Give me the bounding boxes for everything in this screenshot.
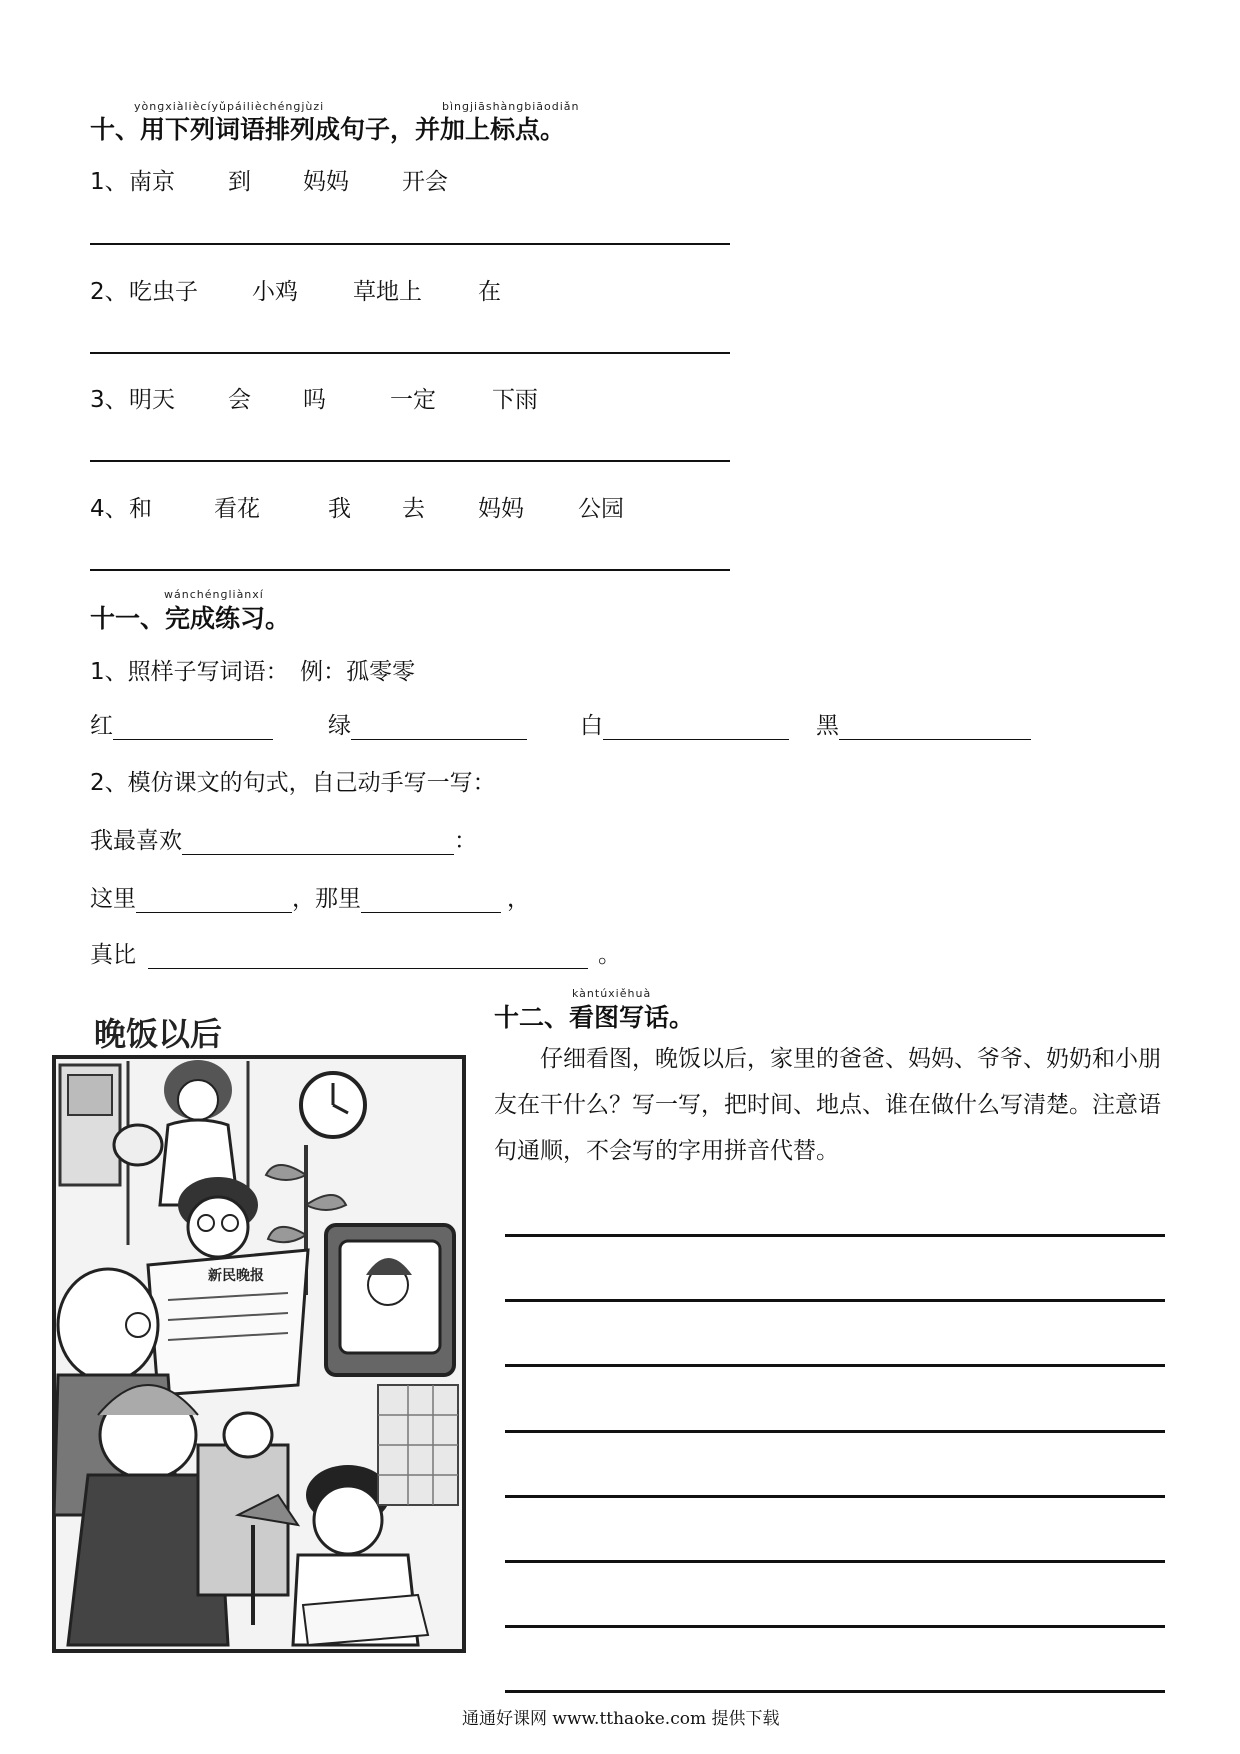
- section12-title: 十二、看图写话。: [494, 1003, 695, 1032]
- blank-compare[interactable]: [148, 944, 588, 969]
- word: 南京: [129, 169, 175, 195]
- sentence-line-3: [90, 936, 621, 969]
- section12-pinyin: kàntúxiěhuà: [572, 987, 652, 1000]
- blank-black[interactable]: [839, 715, 1031, 740]
- section11-pinyin: wánchénɡliànxí: [164, 588, 264, 601]
- blank-here[interactable]: [136, 888, 292, 913]
- word: 草地上: [353, 279, 422, 305]
- word: 会: [228, 387, 251, 413]
- section10-title: 十、用下列词语排列成句子，并加上标点。: [90, 115, 566, 144]
- word: 小鸡: [252, 279, 298, 305]
- color-word-black: [816, 707, 1031, 740]
- color-label: 绿: [328, 713, 351, 739]
- blank-red[interactable]: [113, 715, 273, 740]
- suffix: ，: [507, 886, 530, 912]
- word: 和: [129, 496, 152, 522]
- section11-title: 十一、完成练习。: [90, 604, 291, 633]
- item-4-number: 4、: [90, 496, 128, 522]
- word: 我: [328, 496, 351, 522]
- item-3-number: 3、: [90, 387, 128, 413]
- writing-line-5[interactable]: [505, 1495, 1165, 1498]
- writing-line-1[interactable]: [505, 1234, 1165, 1237]
- word: 吃虫子: [129, 279, 198, 305]
- writing-prompt: 仔细看图，晚饭以后，家里的爸爸、妈妈、爷爷、奶奶和小朋友在干什么？写一写，把时间、地点、谁在做什么写清楚。注意语句通顺，不会写的字用拼音代替。: [494, 1046, 1161, 1164]
- color-word-red: [90, 707, 273, 740]
- blank-favorite[interactable]: [182, 830, 454, 855]
- section10-pinyin-b: bìnɡjiāshànɡbiāodiǎn: [442, 100, 580, 113]
- newspaper-text: 新民晚报: [208, 1268, 264, 1284]
- item-2-number: 2、: [90, 279, 128, 305]
- writing-line-8[interactable]: [505, 1690, 1165, 1693]
- word: 公园: [578, 496, 624, 522]
- blank-white[interactable]: [603, 715, 789, 740]
- prefix: 这里: [90, 886, 136, 912]
- color-label: 黑: [816, 713, 839, 739]
- blank-green[interactable]: [351, 715, 527, 740]
- color-word-green: [328, 707, 527, 740]
- word: 妈妈: [478, 496, 524, 522]
- question-1: 1、照样子写词语： 例：孤零零: [90, 659, 416, 685]
- word: 妈妈: [303, 169, 349, 195]
- prefix: 真比: [90, 942, 136, 968]
- answer-line-2[interactable]: [90, 352, 730, 354]
- word: 去: [402, 496, 425, 522]
- picture-after-dinner: [48, 995, 468, 1655]
- word: 吗: [303, 387, 326, 413]
- word: 一定: [390, 387, 436, 413]
- sentence-line-2: [90, 880, 530, 913]
- answer-line-4[interactable]: [90, 569, 730, 571]
- writing-line-6[interactable]: [505, 1560, 1165, 1563]
- word: 开会: [402, 169, 448, 195]
- section10-pinyin-a: yònɡxiàliècíyǔpáilièchénɡjùzi: [134, 100, 325, 113]
- footer-credit: 通通好课网 www.tthaoke.com 提供下载: [462, 1709, 780, 1729]
- word: 明天: [129, 387, 175, 413]
- question-2: 2、模仿课文的句式，自己动手写一写：: [90, 770, 496, 796]
- sentence-line-1: [90, 822, 477, 855]
- writing-line-2[interactable]: [505, 1299, 1165, 1302]
- suffix: 。: [598, 942, 621, 968]
- item-1-number: 1、: [90, 169, 128, 195]
- answer-line-1[interactable]: [90, 243, 730, 245]
- word: 到: [228, 169, 251, 195]
- blank-there[interactable]: [361, 888, 501, 913]
- word: 下雨: [492, 387, 538, 413]
- answer-line-3[interactable]: [90, 460, 730, 462]
- family-illustration: [48, 995, 468, 1655]
- word: 在: [478, 279, 501, 305]
- picture-title: 晚饭以后: [94, 1015, 223, 1053]
- color-label: 白: [580, 713, 603, 739]
- writing-line-3[interactable]: [505, 1364, 1165, 1367]
- writing-line-7[interactable]: [505, 1625, 1165, 1628]
- middle: ，那里: [292, 886, 361, 912]
- color-word-white: [580, 707, 789, 740]
- writing-line-4[interactable]: [505, 1430, 1165, 1433]
- word: 看花: [214, 496, 260, 522]
- color-label: 红: [90, 713, 113, 739]
- prefix: 我最喜欢: [90, 828, 182, 854]
- suffix: ：: [454, 828, 477, 854]
